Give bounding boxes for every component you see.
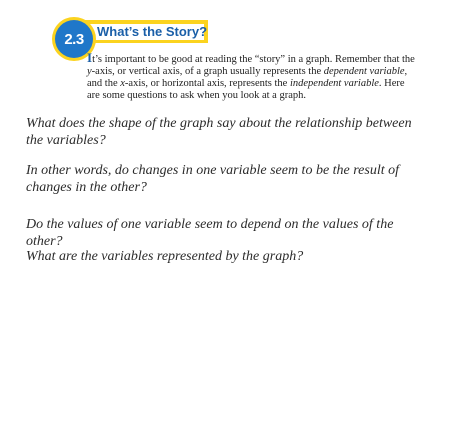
intro-text-5: . Here are some questions to ask when you look at a graph.: [87, 78, 405, 101]
question-1: What does the shape of the graph say about the relationship between the variables?: [26, 116, 412, 148]
question-4: What are the variables represented by the graph?: [26, 249, 304, 264]
drop-cap: I: [87, 50, 93, 65]
y-axis-term: y: [87, 66, 92, 77]
intro-text-4: -axis, or horizontal axis, represents the: [124, 78, 290, 89]
dependent-variable-term: dependent variable: [323, 66, 405, 77]
section-number: 2.3: [64, 30, 84, 48]
question-2: In other words, do changes in one variable seem to be the result of changes in the other?: [26, 163, 400, 195]
header-bottom-rule: [80, 40, 208, 43]
x-axis-term: x: [120, 78, 125, 89]
intro-paragraph: [87, 52, 417, 102]
independent-variable-term: independent variable: [289, 78, 379, 89]
question-3: Do the values of one variable seem to depend on the values of the other?: [26, 217, 394, 249]
intro-text-2: -axis, or vertical axis, of a graph usually represents the: [91, 66, 324, 77]
intro-text-1: t’s important to be good at reading the “story” in a graph. Remember that the: [92, 54, 415, 65]
intro-text-3: , and the: [87, 66, 408, 89]
section-title: What’s the Story?: [97, 24, 208, 39]
